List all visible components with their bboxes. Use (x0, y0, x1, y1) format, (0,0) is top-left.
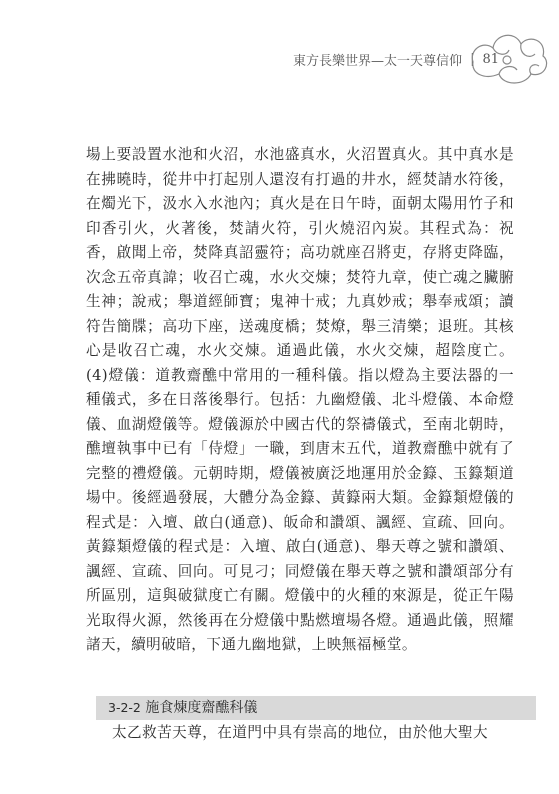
section-number: 3-2-2 (108, 700, 141, 715)
cloud-ornament-icon (467, 22, 553, 92)
continuation-line: 太乙救苦天尊，在道門中具有崇高的地位，由於他大聖大 (112, 724, 489, 741)
header-separator: | (470, 51, 475, 67)
body-paragraph: 場上要設置水池和火沼，水池盛真水，火沼置真火。其中真水是在拂曉時，從井中打起別人還沒有打過的井水，經焚請水符後，在燭光下，汲水入水池內；真火是在日午時，面朝太陽用竹子和印香引火，火著後，焚請火符，引火燒沼內炭。其程式為：祝香，啟聞上帝，焚降真詔靈符；高功就座召將吏，存將吏降臨，次念五帝真諱；收召亡魂，水火交煉；焚符九章，使亡魂之臟腑生神；說戒；舉道經師寶；鬼神十戒；九真妙戒；舉奉戒頌；讀符告簡牒；高功下座，送魂度橋；焚燎，舉三清樂；退班。其核心是收召亡魂，水火交煉。通過此儀，水火交煉，超陰度亡。(4)燈儀：道教齋醮中常用的一種科儀。指以燈為主要法器的一種儀式，多在日落後舉行。包括：九幽燈儀、北斗燈儀、本命燈儀、血湖燈儀等。燈儀源於中國古代的祭禱儀式，至南北朝時，醮壇執事中已有「侍燈」一職，到唐末五代，道教齋醮中就有了完整的禮燈儀。元朝時期，燈儀被廣泛地運用於金籙、玉籙類道場中。後經過發展，大體分為金籙、黃籙兩大類。金籙類燈儀的程式是：入壇、啟白(通意)、皈命和讚頌、諷經、宣疏、回向。黃籙類燈儀的程式是：入壇、啟白(通意)、舉天尊之號和讚頌、諷經、宣疏、回向。可見刁；同燈儀在舉天尊之號和讚頌部分有所區別，這與破獄度亡有關。燈儀中的火種的來源是，從正午陽光取得火源，然後再在分燈儀中點燃壇場各燈。通過此儀，照耀諸天，續明破暗，下通九幽地獄，上映無福極堂。 (86, 146, 514, 653)
running-title: 東方長樂世界—太一天尊信仰 (293, 53, 463, 69)
page-number: 81 (482, 51, 499, 67)
section-heading (96, 696, 536, 720)
section-title: 施食煉度齋醮科儀 (145, 700, 258, 716)
